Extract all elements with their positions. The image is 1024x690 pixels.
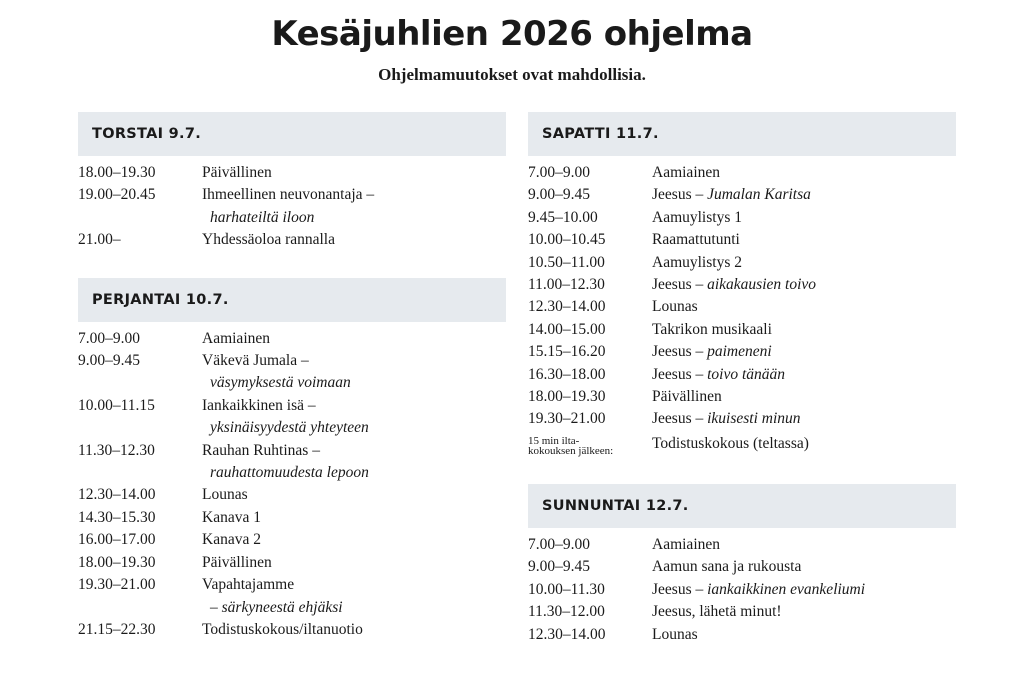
schedule-row xyxy=(78,507,506,529)
event-title: Jeesus – xyxy=(652,276,708,294)
event-desc xyxy=(652,408,956,430)
day-sunday xyxy=(528,484,956,646)
event-desc xyxy=(652,274,956,296)
event-title: Raamattutunti xyxy=(652,231,740,249)
event-title: Aamiainen xyxy=(202,329,271,347)
event-title: Kanava 2 xyxy=(202,531,261,549)
event-theme: paimeneni xyxy=(707,343,772,361)
time-slot: 19.30–21.00 xyxy=(528,410,606,428)
time-slot: 18.00–19.30 xyxy=(78,164,156,181)
time-slot: 18.00–19.30 xyxy=(528,388,606,406)
day-thursday xyxy=(78,112,506,252)
time-slot: 21.00– xyxy=(78,231,121,249)
schedule-row xyxy=(78,619,506,641)
time-slot: 12.30–14.00 xyxy=(528,298,606,316)
day-heading: SUNNUNTAI 12.7. xyxy=(528,484,956,528)
time-slot: 14.30–15.30 xyxy=(78,508,156,526)
schedule-row xyxy=(528,274,956,296)
time-slot: 9.00–9.45 xyxy=(528,558,590,576)
event-desc xyxy=(202,574,506,619)
schedule-row xyxy=(78,440,506,485)
day-heading: SAPATTI 11.7. xyxy=(528,112,956,156)
event-title: Takrikon musikaali xyxy=(652,320,772,338)
event-title: Jeesus – xyxy=(652,580,708,598)
schedule-row xyxy=(528,386,956,408)
schedule-row xyxy=(78,552,506,574)
right-column xyxy=(528,112,956,672)
event-title: Jeesus – xyxy=(652,343,708,361)
schedule-row xyxy=(78,529,506,551)
time-note-line: kokouksen jälkeen: xyxy=(528,444,614,457)
event-desc xyxy=(652,579,956,601)
schedule-row xyxy=(528,341,956,363)
event-title: Väkevä Jumala – xyxy=(202,352,309,370)
schedule-row xyxy=(528,184,956,206)
time-slot: 7.00–9.00 xyxy=(528,164,590,181)
event-subtitle: väsymyksestä voimaan xyxy=(210,374,351,392)
event-title: Aamiainen xyxy=(652,535,721,553)
schedule-row xyxy=(78,328,506,350)
event-theme: aikakausien toivo xyxy=(707,276,817,294)
schedule-row xyxy=(528,207,956,229)
schedule-row xyxy=(78,229,506,251)
schedule-row xyxy=(78,184,506,229)
schedule-row xyxy=(528,364,956,386)
time-slot: 19.00–20.45 xyxy=(78,186,156,204)
time-slot: 9.00–9.45 xyxy=(78,352,140,370)
event-subtitle: rauhattomuudesta lepoon xyxy=(210,464,369,482)
page-title: Kesäjuhlien 2026 ohjelma xyxy=(271,14,753,54)
time-slot: 9.00–9.45 xyxy=(528,186,590,204)
event-subtitle: yksinäisyydestä yhteyteen xyxy=(210,419,369,437)
schedule-row xyxy=(528,556,956,578)
time-slot: 19.30–21.00 xyxy=(78,576,156,594)
schedule-row xyxy=(78,484,506,506)
event-title: Jeesus – xyxy=(652,410,708,428)
schedule-row xyxy=(528,229,956,251)
event-title: Jeesus, lähetä minut! xyxy=(652,603,782,621)
day-heading: TORSTAI 9.7. xyxy=(78,112,506,156)
event-subtitle: harhateiltä iloon xyxy=(210,208,315,226)
day-saturday xyxy=(528,112,956,456)
event-desc xyxy=(202,440,506,485)
event-theme: Jumalan Karitsa xyxy=(707,186,811,204)
event-title: Aamuylistys 1 xyxy=(652,208,742,226)
time-slot: 7.00–9.00 xyxy=(78,329,140,347)
event-desc xyxy=(652,341,956,363)
event-title: Todistuskokous/iltanuotio xyxy=(202,620,363,638)
time-slot: 11.00–12.30 xyxy=(528,276,605,294)
day-heading: PERJANTAI 10.7. xyxy=(78,278,506,322)
schedule-row xyxy=(78,395,506,440)
time-slot: 11.30–12.30 xyxy=(78,441,155,459)
event-title: Päivällinen xyxy=(652,388,722,406)
schedule-row xyxy=(528,162,956,184)
event-desc xyxy=(202,395,506,440)
event-title: Päivällinen xyxy=(202,164,272,181)
time-slot: 18.00–19.30 xyxy=(78,553,156,571)
event-title: Ihmeellinen neuvonantaja – xyxy=(202,186,375,204)
event-title: Jeesus – xyxy=(652,186,708,204)
time-slot: 10.00–11.30 xyxy=(528,580,605,598)
schedule-row xyxy=(528,534,956,556)
time-slot: 7.00–9.00 xyxy=(528,535,590,553)
schedule-row xyxy=(78,162,506,184)
event-title: Aamuylistys 2 xyxy=(652,253,742,271)
event-theme: toivo tänään xyxy=(707,365,786,383)
event-theme: iankaikkinen evankeliumi xyxy=(707,580,866,598)
time-slot: 16.30–18.00 xyxy=(528,365,606,383)
time-slot: 12.30–14.00 xyxy=(528,625,606,643)
schedule-row xyxy=(528,601,956,623)
time-slot: 14.00–15.00 xyxy=(528,320,606,338)
event-title: Vapahtajamme xyxy=(202,576,295,594)
schedule-row xyxy=(528,624,956,646)
event-title: Yhdessäoloa rannalla xyxy=(202,231,335,249)
time-slot: 21.15–22.30 xyxy=(78,620,156,638)
event-title: Lounas xyxy=(652,625,698,643)
time-slot: 10.00–11.15 xyxy=(78,396,155,414)
schedule-row xyxy=(528,579,956,601)
time-slot: 9.45–10.00 xyxy=(528,208,598,226)
event-desc xyxy=(652,364,956,386)
page-subtitle: Ohjelmamuutokset ovat mahdollisia. xyxy=(378,65,646,84)
time-slot: 16.00–17.00 xyxy=(78,531,156,549)
schedule-row xyxy=(528,319,956,341)
event-desc xyxy=(202,184,506,229)
time-slot: 15.15–16.20 xyxy=(528,343,606,361)
event-title: Rauhan Ruhtinas – xyxy=(202,441,320,459)
event-title: Todistuskokous (teltassa) xyxy=(652,434,809,452)
schedule-row xyxy=(528,433,956,456)
day-friday xyxy=(78,278,506,642)
time-slot: 11.30–12.00 xyxy=(528,603,605,621)
schedule-row xyxy=(528,408,956,430)
event-desc xyxy=(652,184,956,206)
schedule-row xyxy=(528,252,956,274)
event-title: Jeesus – xyxy=(652,365,708,383)
schedule-row xyxy=(78,350,506,395)
event-title: Iankaikkinen isä – xyxy=(202,396,316,414)
event-theme: ikuisesti minun xyxy=(707,410,801,428)
time-slot xyxy=(528,433,652,456)
event-title: Lounas xyxy=(202,486,248,504)
event-subtitle: – särkyneestä ehjäksi xyxy=(210,598,343,616)
event-title: Lounas xyxy=(652,298,698,316)
event-title: Päivällinen xyxy=(202,553,272,571)
time-slot: 10.00–10.45 xyxy=(528,231,606,249)
schedule-row xyxy=(528,296,956,318)
time-note-line: 15 min ilta- xyxy=(528,434,580,447)
left-column xyxy=(78,112,506,667)
time-slot: 10.50–11.00 xyxy=(528,253,605,271)
time-slot: 12.30–14.00 xyxy=(78,486,156,504)
event-title: Aamiainen xyxy=(652,164,721,181)
event-desc xyxy=(202,350,506,395)
schedule-row xyxy=(78,574,506,619)
event-title: Kanava 1 xyxy=(202,508,261,526)
event-title: Aamun sana ja rukousta xyxy=(652,558,802,576)
